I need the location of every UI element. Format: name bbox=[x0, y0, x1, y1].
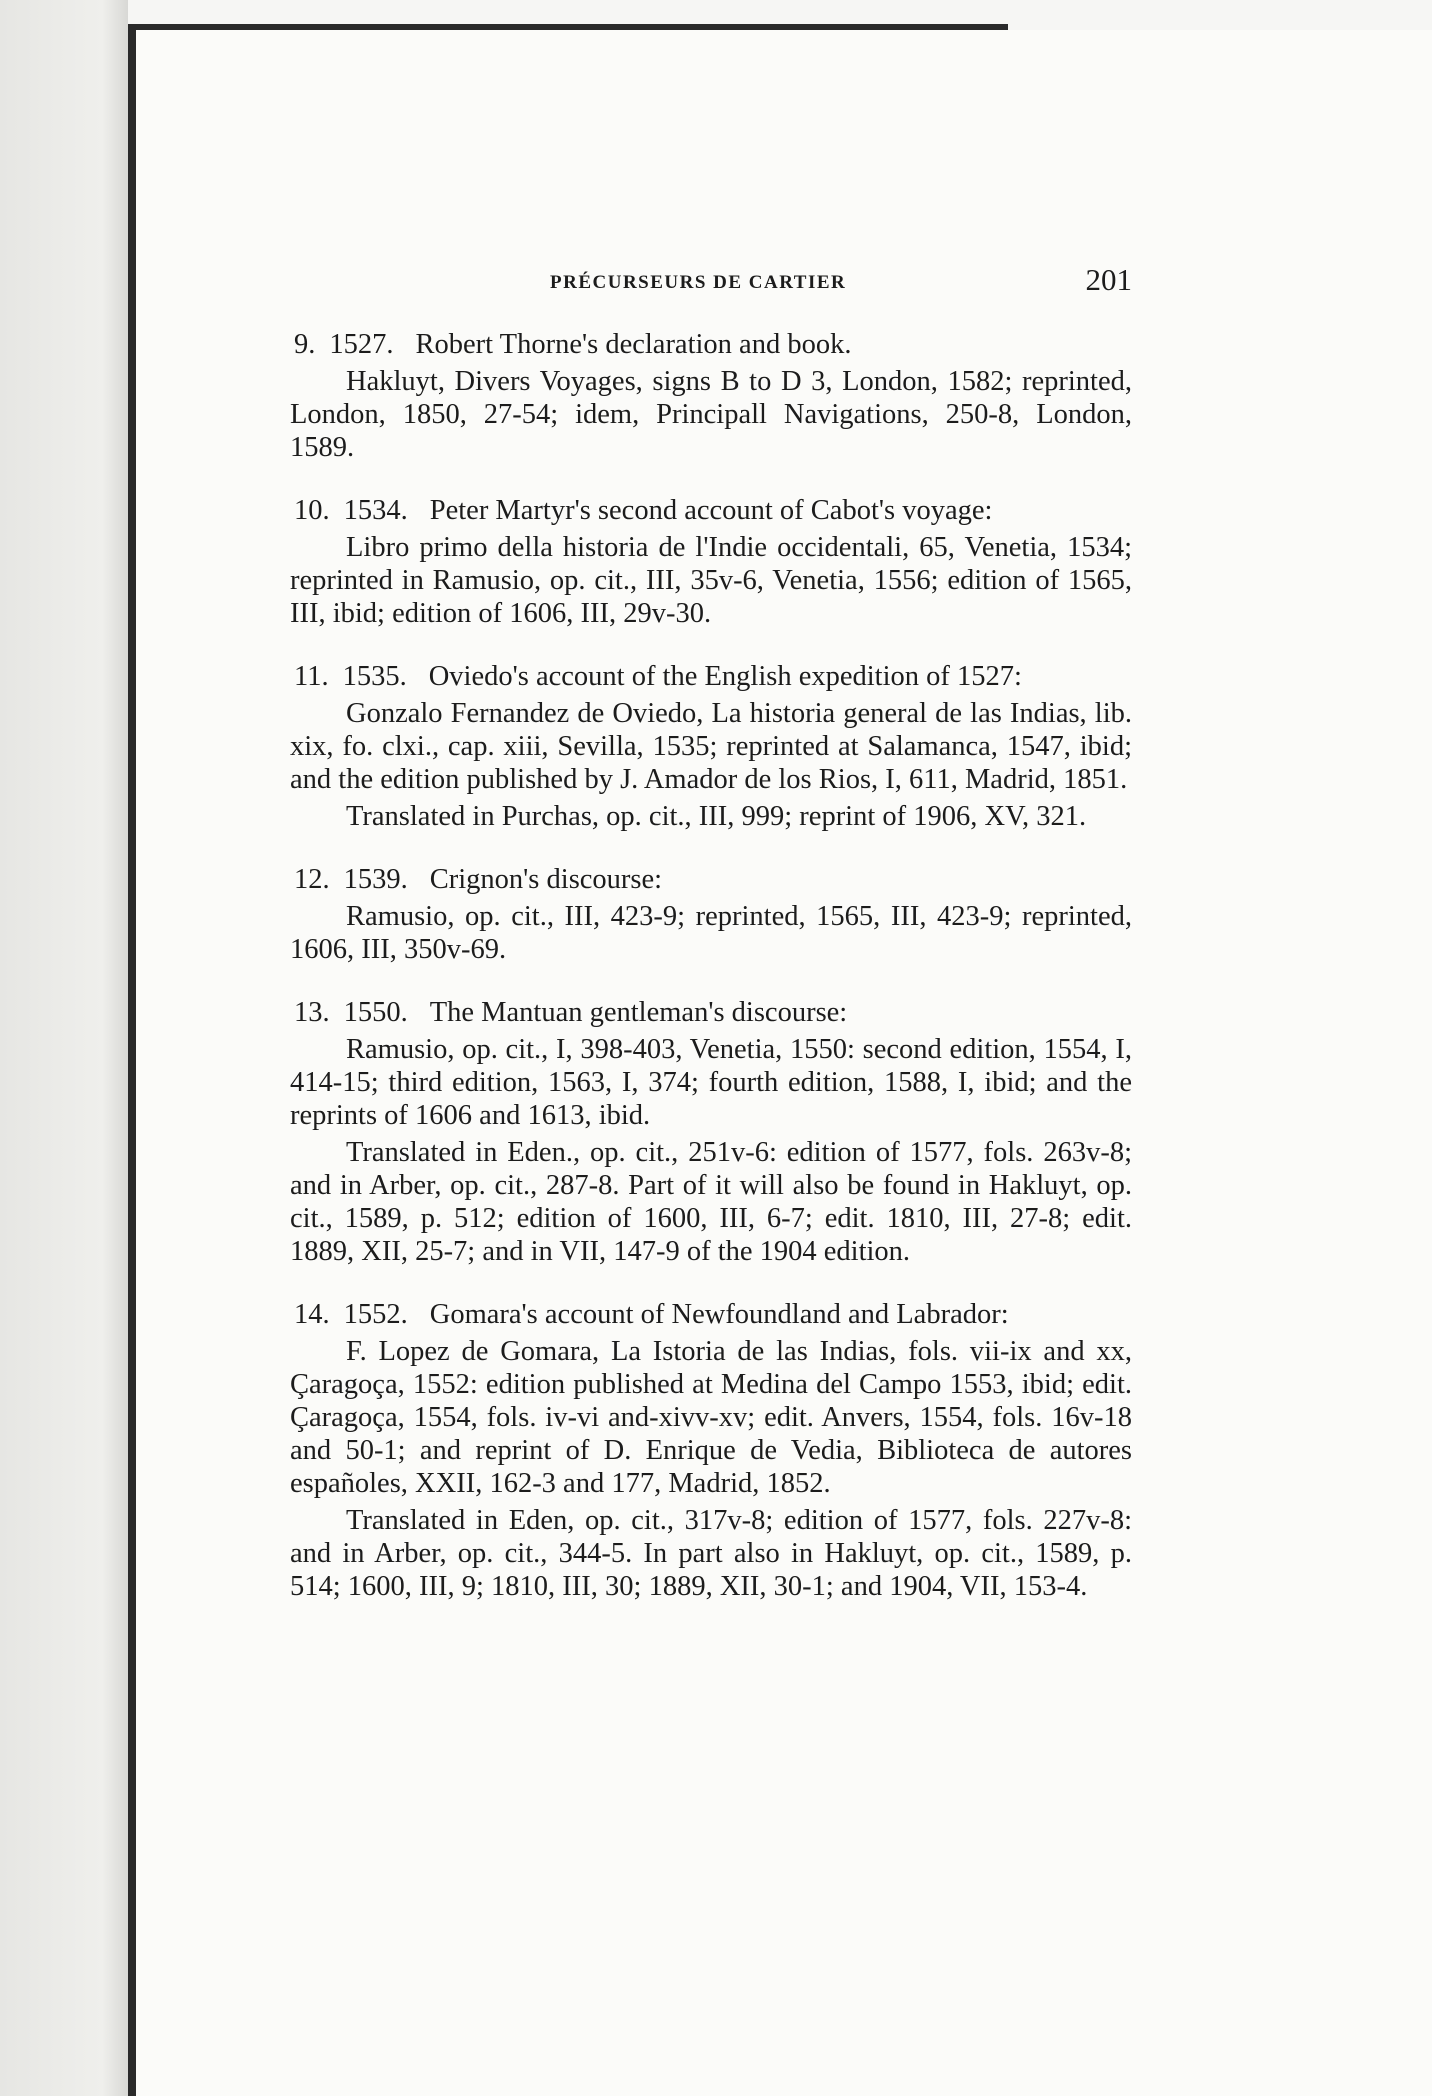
entry-year: 1539. bbox=[343, 864, 408, 895]
entry-paragraph: Translated in Eden, op. cit., 317v-8; edition of 1577, fols. 227v-8: and in Arber, op. cit., 344-5. In part also in Hakluyt, op. cit., 1589, p. 514; 1600, III, 9; 1810, III, 30; 1889, XII, 30-1; and 1904, VII, 153-4. bbox=[290, 1505, 1132, 1602]
entry-year: 1550. bbox=[343, 997, 408, 1028]
bibliography-entry-12 bbox=[290, 863, 1132, 966]
entry-heading bbox=[294, 660, 1132, 693]
running-title: PRÉCURSEURS DE CARTIER bbox=[550, 272, 847, 293]
bibliography-entry-14 bbox=[290, 1298, 1132, 1603]
entry-heading bbox=[294, 494, 1132, 527]
bibliography-entry-9 bbox=[290, 328, 1132, 464]
entry-title: Oviedo's account of the English expedition of 1527: bbox=[428, 661, 1022, 692]
entry-title: Robert Thorne's declaration and book. bbox=[415, 329, 852, 360]
bibliography-entry-11 bbox=[290, 660, 1132, 833]
page-number: 201 bbox=[1085, 262, 1132, 297]
entry-number: 11. bbox=[294, 661, 329, 692]
page-left-edge bbox=[128, 28, 136, 2096]
bibliography-list bbox=[290, 328, 1132, 1633]
entry-heading bbox=[294, 996, 1132, 1029]
page-header bbox=[290, 262, 1132, 308]
entry-heading bbox=[294, 328, 1132, 361]
entry-paragraph: Ramusio, op. cit., III, 423-9; reprinted, 1565, III, 423-9; reprinted, 1606, III, 350v-69. bbox=[290, 901, 1132, 965]
entry-year: 1535. bbox=[342, 661, 407, 692]
entry-title: Gomara's account of Newfoundland and Labrador: bbox=[429, 1299, 1009, 1330]
bibliography-entry-10 bbox=[290, 494, 1132, 630]
entry-paragraph: Ramusio, op. cit., I, 398-403, Venetia, 1550: second edition, 1554, I, 414-15; third edition, 1563, I, 374; fourth edition, 1588, I, ibid; and the reprints of 1606 and 1613, ibid. bbox=[290, 1034, 1132, 1131]
entry-paragraph: Libro primo della historia de l'Indie occidentali, 65, Venetia, 1534; reprinted in Ramusio, op. cit., III, 35v-6, Venetia, 1556; edition of 1565, III, ibid; edition of 1606, III, 29v-30. bbox=[290, 532, 1132, 629]
entry-title: The Mantuan gentleman's discourse: bbox=[429, 997, 848, 1028]
entry-number: 13. bbox=[294, 997, 330, 1028]
entry-heading bbox=[294, 863, 1132, 896]
facing-page-margin bbox=[0, 0, 128, 2096]
entry-number: 9. bbox=[294, 329, 316, 360]
entry-number: 10. bbox=[294, 495, 330, 526]
entry-paragraph: Hakluyt, Divers Voyages, signs B to D 3, London, 1582; reprinted, London, 1850, 27-54; idem, Principall Navigations, 250-8, London, 1589. bbox=[290, 366, 1132, 463]
entry-heading bbox=[294, 1298, 1132, 1331]
entry-year: 1534. bbox=[343, 495, 408, 526]
entry-paragraph: Translated in Purchas, op. cit., III, 999; reprint of 1906, XV, 321. bbox=[346, 801, 1087, 832]
bibliography-entry-13 bbox=[290, 996, 1132, 1268]
entry-title: Peter Martyr's second account of Cabot's voyage: bbox=[429, 495, 993, 526]
entry-year: 1552. bbox=[343, 1299, 408, 1330]
entry-paragraph: Translated in Eden., op. cit., 251v-6: edition of 1577, fols. 263v-8; and in Arber, op. cit., 287-8. Part of it will also be found in Hakluyt, op. cit., 1589, p. 512; edition of 1600, III, 6-7; edit. 1810, III, 27-8; edit. 1889, XII, 25-7; and in VII, 147-9 of the 1904 edition. bbox=[290, 1137, 1132, 1267]
entry-number: 14. bbox=[294, 1299, 330, 1330]
entry-paragraph: Gonzalo Fernandez de Oviedo, La historia general de las Indias, lib. xix, fo. clxi., cap. xiii, Sevilla, 1535; reprinted at Salamanca, 1547, ibid; and the edition published by J. Amador de los Rios, I, 611, Madrid, 1851. bbox=[290, 698, 1132, 795]
entry-year: 1527. bbox=[329, 329, 394, 360]
entry-title: Crignon's discourse: bbox=[429, 864, 663, 895]
entry-number: 12. bbox=[294, 864, 330, 895]
entry-paragraph: F. Lopez de Gomara, La Istoria de las Indias, fols. vii-ix and xx, Çaragoça, 1552: edition published at Medina del Campo 1553, ibid; edit. Çaragoça, 1554, fols. iv-vi and-xivv-xv; edit. Anvers, 1554, fols. 16v-18 and 50-1; and reprint of D. Enrique de Vedia, Biblioteca de autores españoles, XXII, 162-3 and 177, Madrid, 1852. bbox=[290, 1336, 1132, 1499]
